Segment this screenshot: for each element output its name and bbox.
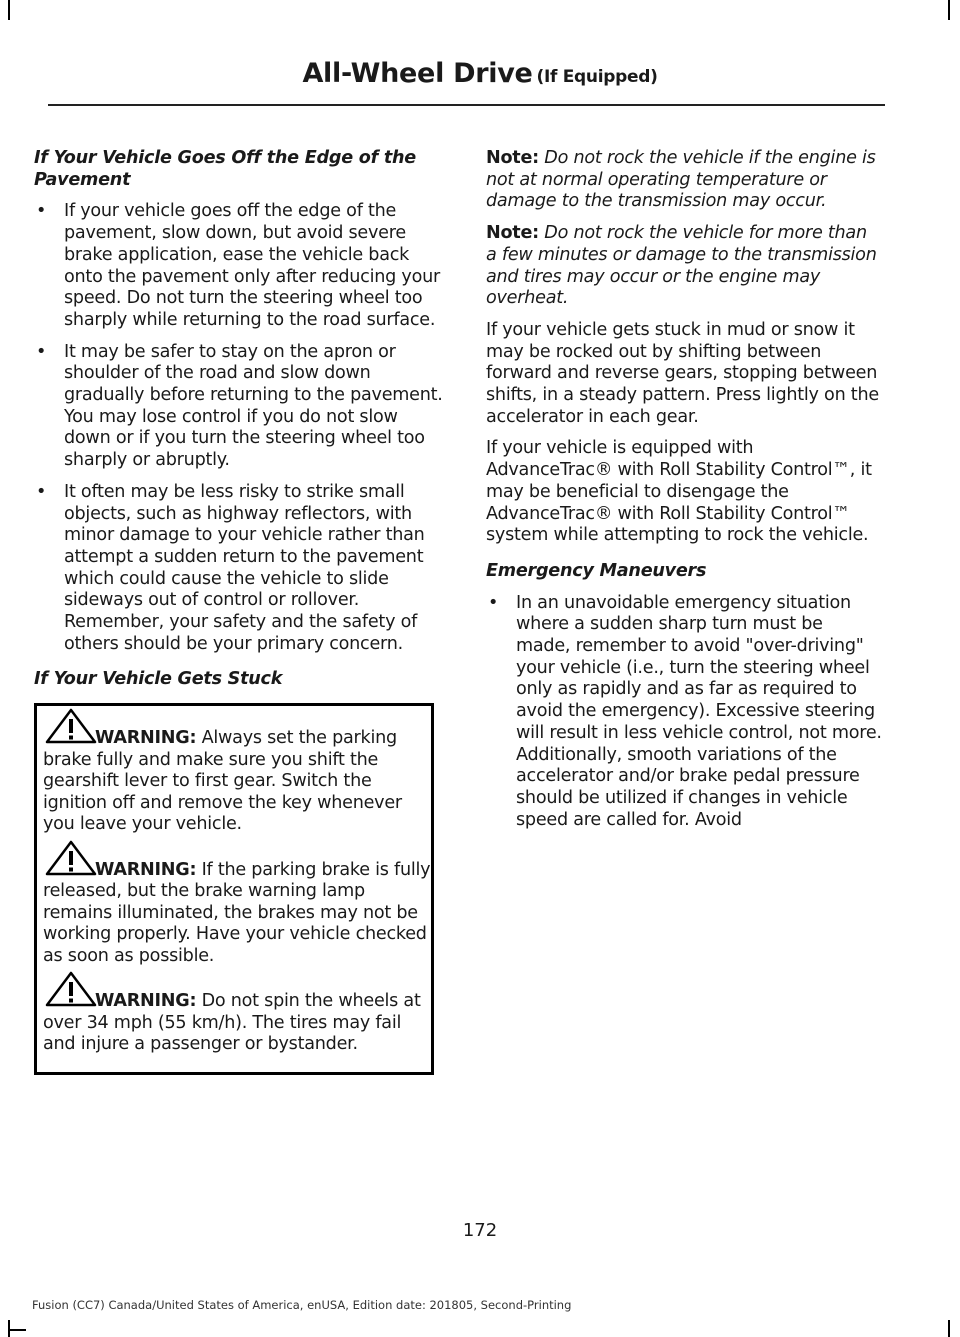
bullet-marker: • (36, 201, 47, 222)
body-paragraph: If your vehicle gets stuck in mud or snow it may be rocked out by shifting between forward and reverse gears, stopping between shifts, in a steady pattern. Press lightly on the accelerator in each gear. (486, 319, 879, 427)
chapter-subtitle: (If Equipped) (536, 67, 658, 87)
section-heading-stuck: If Your Vehicle Gets Stuck (34, 669, 283, 690)
list-item (34, 201, 446, 331)
chapter-title: All-Wheel Drive (302, 58, 533, 89)
warning-item (43, 728, 431, 836)
note-text: Do not rock the vehicle for more than a few minutes or damage to the transmission and tires may occur or the engine may overheat. (486, 223, 877, 309)
crop-mark (948, 0, 950, 20)
left-column (34, 148, 446, 1075)
bullet-marker: • (488, 592, 499, 613)
section-heading-emergency: Emergency Maneuvers (486, 560, 707, 581)
list-item (34, 482, 446, 656)
warning-label: WARNING: (95, 991, 197, 1012)
note-text: Do not rock the vehicle if the engine is not at normal operating temperature or damage to the transmission may occur. (486, 148, 876, 212)
warning-label: WARNING: (95, 728, 197, 749)
warning-text: Do not spin the wheels at over 34 mph (55 km/h). The tires may fail and injure a passenger or bystander. (43, 991, 421, 1055)
warning-triangle-icon (45, 708, 97, 751)
crop-mark (8, 1329, 26, 1331)
note-paragraph (486, 223, 882, 310)
crop-mark (948, 1320, 950, 1337)
list-item-text: It may be safer to stay on the apron or shoulder of the road and slow down gradually before returning to the pavement. You may lose control if you do not slow down or if you turn the steering wheel too sharply or abruptly. (64, 341, 443, 471)
warning-box (34, 703, 434, 1075)
warning-triangle-icon (45, 840, 97, 883)
list-item-text: In an unavoidable emergency situation where a sudden sharp turn must be made, remember to avoid "over-driving" your vehicle (i.e., turn the steering wheel only as rapidly and as far as required to avoid the emergency). Excessive steering will result in less vehicle control, not more. Additionally, smooth variations of the accelerator and/or brake pedal pressure should be utilized if changes in vehicle speed are called for. Avoid (516, 592, 882, 830)
warning-label: WARNING: (95, 859, 197, 880)
bullet-marker: • (36, 341, 47, 362)
warning-item (43, 860, 431, 968)
crop-mark (8, 0, 10, 20)
section-heading-off-edge: If Your Vehicle Goes Off the Edge of the Pavement (34, 148, 416, 190)
warning-item (43, 991, 431, 1056)
warning-text: If the parking brake is fully released, but the brake warning lamp remains illuminated, the brakes may not be working properly. Have your vehicle checked as soon as possible. (43, 859, 431, 966)
page-number: 172 (462, 1220, 498, 1241)
right-column (486, 148, 882, 841)
list-item-text: It often may be less risky to strike small objects, such as highway reflectors, with minor damage to your vehicle rather than attempt a sudden return to the pavement which could cause the vehicle to slide sideways out of control or rollover. Remember, your safety and the safety of others should be your primary concern. (64, 481, 425, 654)
body-paragraph: If your vehicle is equipped with AdvanceTrac® with Roll Stability Control™, it may be beneficial to disengage the AdvanceTrac® with Roll Stability Control™ system while attempting to rock the vehicle. (486, 438, 872, 546)
list-item (34, 342, 446, 472)
page-title (0, 58, 960, 89)
bullet-marker: • (36, 481, 47, 502)
note-label: Note: (486, 223, 539, 244)
header-divider (48, 104, 885, 106)
list-item-text: If your vehicle goes off the edge of the pavement, slow down, but avoid severe brake application, ease the vehicle back onto the pavement only after reducing your speed. Do not turn the steering wheel too sharply while returning to the road surface. (64, 201, 440, 330)
footer-text: Fusion (CC7) Canada/United States of America, enUSA, Edition date: 201805, Second-Printing (32, 1298, 572, 1312)
note-label: Note: (486, 148, 539, 168)
warning-triangle-icon (45, 971, 97, 1014)
note-paragraph (486, 148, 882, 213)
list-item (486, 593, 882, 832)
warning-text: Always set the parking brake fully and make sure you shift the gearshift lever to first gear. Switch the ignition off and remove the key whenever you leave your vehicle. (43, 728, 402, 835)
